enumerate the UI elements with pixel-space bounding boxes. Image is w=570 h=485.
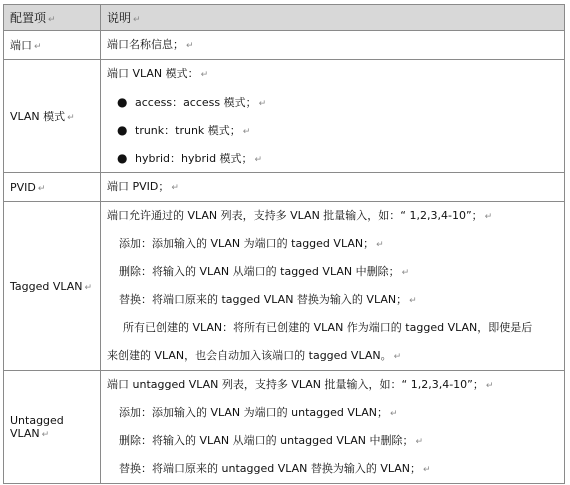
row-key-vlan-mode: VLAN 模式 ↵ (4, 60, 101, 173)
table-row (4, 202, 565, 371)
bullet-icon: ● (117, 151, 128, 165)
row-key-tagged-vlan: Tagged VLAN ↵ (4, 202, 101, 371)
table-row (4, 371, 565, 484)
row-desc-port: 端口名称信息； ↵ (101, 31, 565, 60)
row-desc-tagged-vlan: 端口允许通过的 VLAN 列表，支持多 VLAN 批量输入，如：“ 1,2,3,4-10”； ↵ 添加：添加输入的 VLAN 为端口的 tagged VLAN； ↵ 删除：将输入的 VLAN 从端口的 tagged VLAN 中删除； ↵ 替换：将端口原来的 tagged VLAN 替换为输入的 VLAN； ↵ 所有已创建的 VLAN：将所有已创建的 VLAN 作为端口的 tagged VLAN，即使是后 来创建的 VLAN，也会自动加入该端口的 tagged VLAN。 ↵ (101, 202, 565, 371)
bullet-icon: ● (117, 95, 128, 109)
row-key-untagged-vlan: Untagged VLAN ↵ (4, 371, 101, 484)
header-config-item: 配置项 ↵ (4, 5, 101, 31)
row-desc-pvid: 端口 PVID； ↵ (101, 173, 565, 202)
row-key-pvid: PVID ↵ (4, 173, 101, 202)
row-key-port: 端口 ↵ (4, 31, 101, 60)
list-item: ● trunk：trunk 模式； ↵ (107, 116, 564, 144)
list-item: ● access：access 模式； ↵ (107, 88, 564, 116)
list-item: ● hybrid：hybrid 模式； ↵ (107, 144, 564, 172)
header-description: 说明 ↵ (101, 5, 565, 31)
table-row (4, 60, 565, 173)
row-desc-vlan-mode: 端口 VLAN 模式： ↵ ● access：access 模式； ↵ ● trunk：trunk 模式； ↵ ● hybrid：hybrid 模式； ↵ (101, 60, 565, 173)
bullet-icon: ● (117, 123, 128, 137)
table-row (4, 173, 565, 202)
table-row (4, 31, 565, 60)
config-table (3, 4, 565, 484)
table-header-row (4, 5, 565, 31)
row-desc-untagged-vlan: 端口 untagged VLAN 列表，支持多 VLAN 批量输入，如：“ 1,2,3,4-10”； ↵ 添加：添加输入的 VLAN 为端口的 untagged VLAN； ↵ 删除：将输入的 VLAN 从端口的 untagged VLAN 中删除； ↵ 替换：将端口原来的 untagged VLAN 替换为输入的 VLAN； ↵ (101, 371, 565, 484)
